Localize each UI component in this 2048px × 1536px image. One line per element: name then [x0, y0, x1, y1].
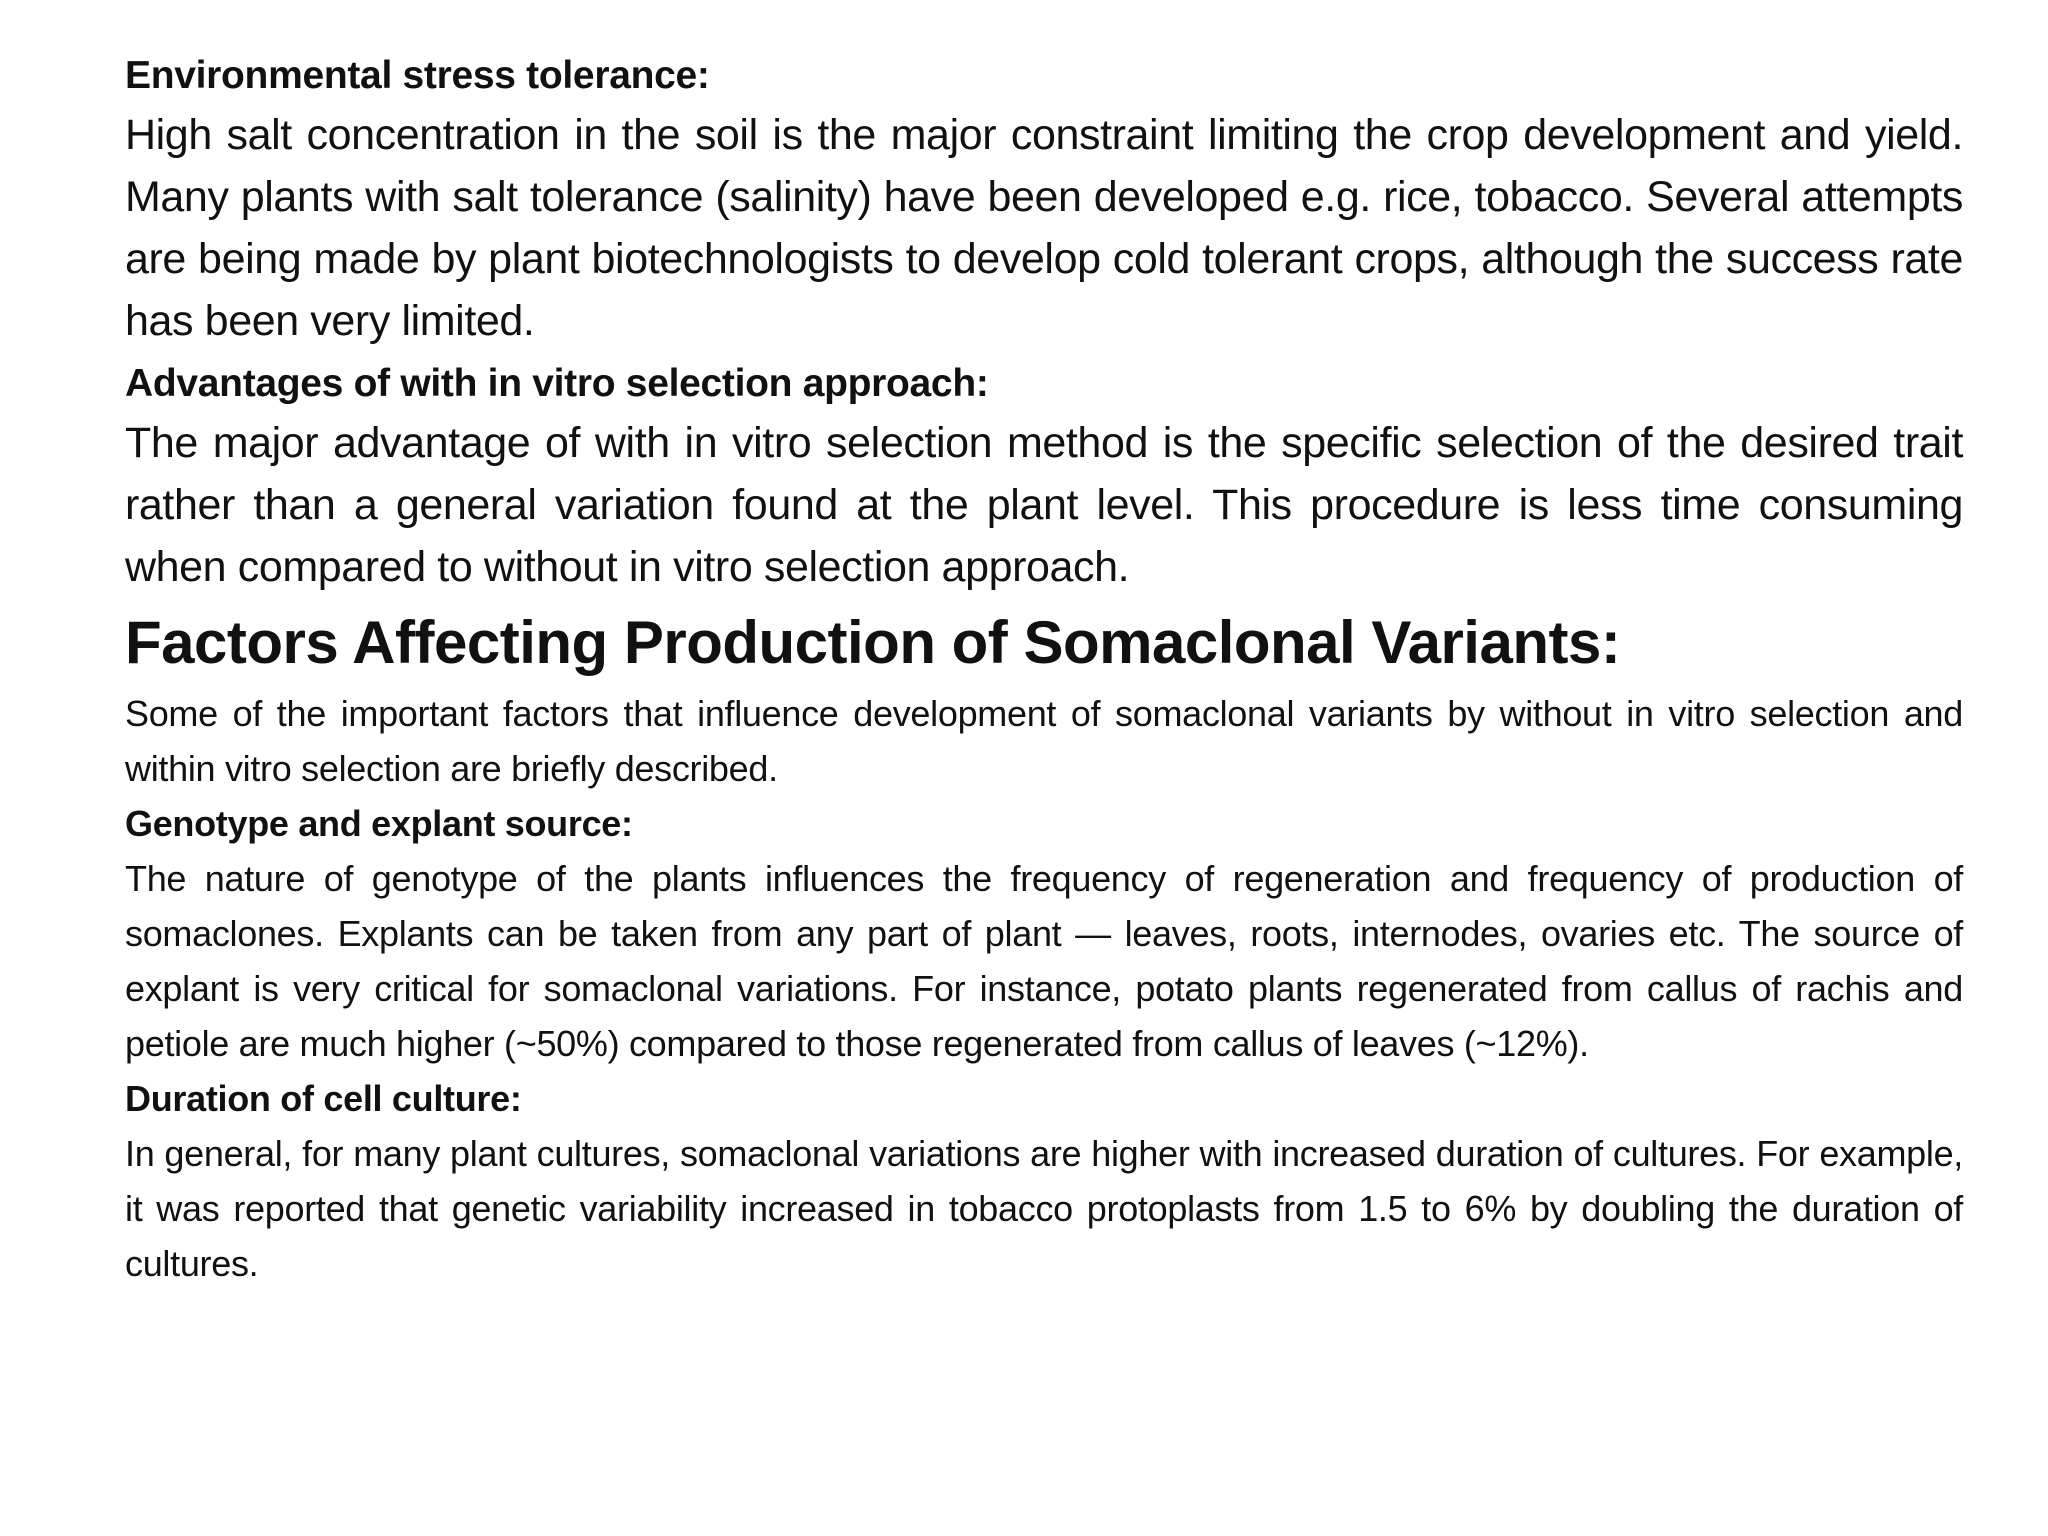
section-body-environmental-stress: High salt concentration in the soil is the major constraint limiting the crop development and yield. Many plants with salt tolerance (salinity) have been developed e.g. rice, tobacco. Several attempts are being made by plant biotechnologists to develop cold tolerant crops, although the success rate has been very limited.: [125, 111, 1963, 345]
section-body-advantages: The major advantage of with in vitro selection method is the specific selection of the desired trait rather than a general variation found at the plant level. This procedure is less time consuming when compared to without in vitro selection approach.: [125, 419, 1963, 591]
factor-body-genotype: The nature of genotype of the plants influences the frequency of regeneration and frequency of production of somaclones. Explants can be taken from any part of plant — leaves, roots, internodes, ovaries etc. The source of explant is very critical for somaclonal variations. For instance, potato plants regenerated from callus of rachis and petiole are much higher (~50%) compared to those regenerated from callus of leaves (~12%).: [125, 858, 1963, 1064]
factor-heading-duration: Duration of cell culture:: [125, 1078, 522, 1119]
section-heading-environmental-stress: Environmental stress tolerance:: [125, 54, 710, 97]
slide-content: [125, 48, 1963, 1292]
main-heading: Factors Affecting Production of Somaclonal Variants:: [125, 609, 1621, 676]
section-heading-advantages: Advantages of with in vitro selection approach:: [125, 362, 989, 405]
factor-body-duration: In general, for many plant cultures, somaclonal variations are higher with increased duration of cultures. For example, it was reported that genetic variability increased in tobacco protoplasts from 1.5 to 6% by doubling the duration of cultures.: [125, 1133, 1963, 1284]
intro-paragraph: Some of the important factors that influence development of somaclonal variants by without in vitro selection and within vitro selection are briefly described.: [125, 693, 1963, 789]
factor-heading-genotype: Genotype and explant source:: [125, 803, 633, 844]
